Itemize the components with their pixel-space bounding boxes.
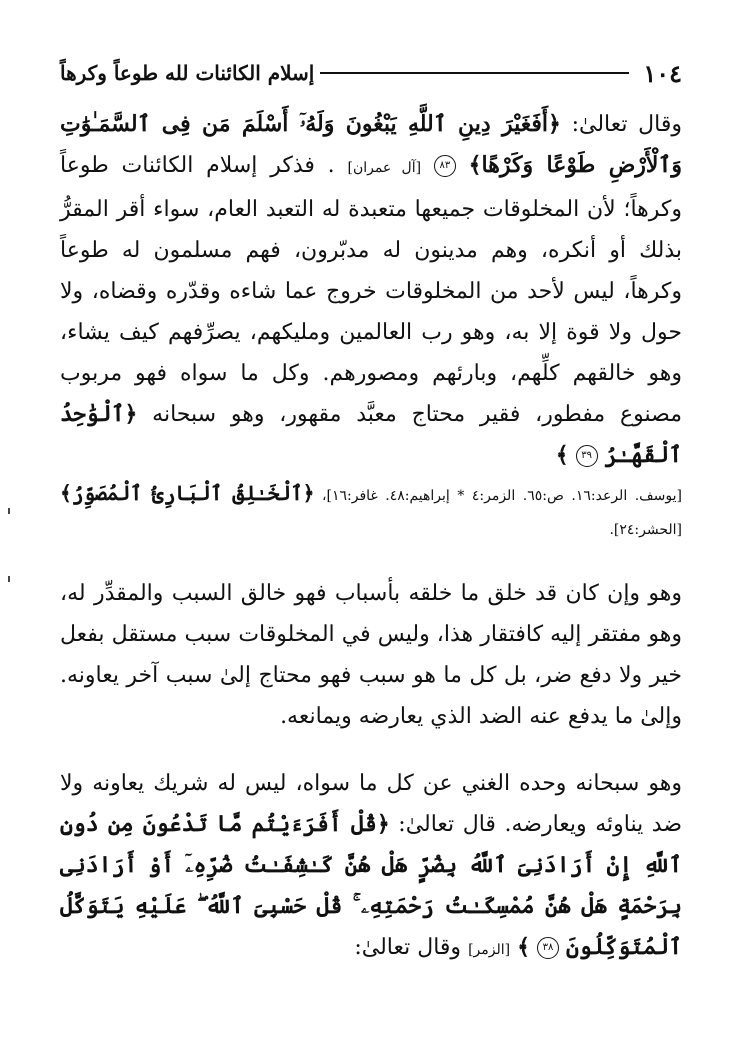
header-rule [320,72,629,74]
quran-verse: ﴿ٱلْخَـٰلِقُ ٱلْبَارِئُ ٱلْمُصَوِّرُ﴾ [60,481,315,505]
running-header [60,56,682,90]
running-title: إسلام الكائنات لله طوعاً وكرهاً [60,61,315,85]
ayah-number-marker: ٨٣ [434,155,456,177]
paragraph-text: وهو سبحانه وحده الغني عن كل ما سواه، ليس له شريك يعاونه ولا ضد يناوئه ويعارضه. قال تعالىٰ: [60,771,682,837]
references-line [60,476,682,547]
verse-reference: [الحشر:٢٤]. [609,522,682,538]
closing-text: وقال تعالىٰ: [354,935,462,960]
page-number: ١٠٤ [643,58,682,88]
paragraph-1 [60,104,682,476]
verse-reference: [آل عمران] [347,160,422,176]
paragraph-2: وهو وإن كان قد خلق ما خلقه بأسباب فهو خالق السبب والمقدِّر له، وهو مفتقر إليه كافتقار هذا، وليس في المخلوقات سبب مستقل بفعل خير ولا دفع ضر، بل كل ما هو سبب فهو محتاج إلىٰ سبب آخر يعاونه. وإلىٰ ما يدفع عنه الضد الذي يعارضه ويمانعه. [60,581,682,729]
paragraph-3 [60,763,682,971]
scan-edge-mark [8,508,10,514]
verse-reference: [الزمر] [468,942,511,958]
quran-verse-close: ﴾ [517,934,530,960]
ayah-number-marker: ٣٨ [537,937,559,959]
ayah-number-marker: ٣٩ [576,445,598,467]
quran-verse: ﴿قُلْ أَفَرَءَيْتُم مَّا تَدْعُونَ مِن دُونِ ٱللَّهِ إِنْ أَرَادَنِىَ ٱللَّهُ بِضُرٍّ هَلْ هُنَّ كَـٰشِفَـٰتُ ضُرِّهِۦٓ أَوْ أَرَادَنِى بِرَحْمَةٍ هَلْ هُنَّ مُمْسِكَـٰتُ رَحْمَتِهِۦ ۚ قُلْ حَسْبِىَ ٱللَّهُ ۖ عَلَيْهِ يَتَوَكَّلُ ٱلْمُتَوَكِّلُونَ [60,811,682,960]
quran-verse-close: ﴾ [555,442,569,468]
quran-verse: ﴿أَفَغَيْرَ دِينِ ٱللَّهِ يَبْغُونَ وَلَهُۥٓ أَسْلَمَ مَن فِى ٱلسَّمَـٰوَٰتِ وَٱلْأَرْضِ طَوْعًا وَكَرْهًا﴾ [60,111,682,178]
quran-verse: ﴿ٱلْوَٰحِدُ ٱلْقَهَّـٰرُ [60,401,682,468]
paragraph-text: . فذكر إسلام الكائنات طوعاً وكرهاً؛ لأن المخلوقات جميعها متعبدة له التعبد العام، سواء أقر المقرُّ بذلك أو أنكره، وهم مدينون له مدبّرون، فهم مسلمون له طوعاً وكرهاً، ليس لأحد من المخلوقات خروج عما شاءه وقدّره وقضاه، ولا حول ولا قوة إلا به، وهو رب العالمين ومليكهم، يصرِّفهم كيف يشاء، وهو خالقهم كلِّهم، وبارئهم ومصورهم. وكل ما سواه فهو مربوب مصنوع مفطور، فقير محتاج معبَّد مقهور، وهو سبحانه [60,153,682,427]
verse-references: [يوسف. الرعد:١٦. ص:٦٥. الزمر:٤ * إبراهيم:٤٨. غافر:١٦]، [321,488,682,504]
page-body [60,104,682,971]
scan-edge-mark [8,576,10,582]
paragraph-intro: وقال تعالىٰ: [560,112,682,137]
